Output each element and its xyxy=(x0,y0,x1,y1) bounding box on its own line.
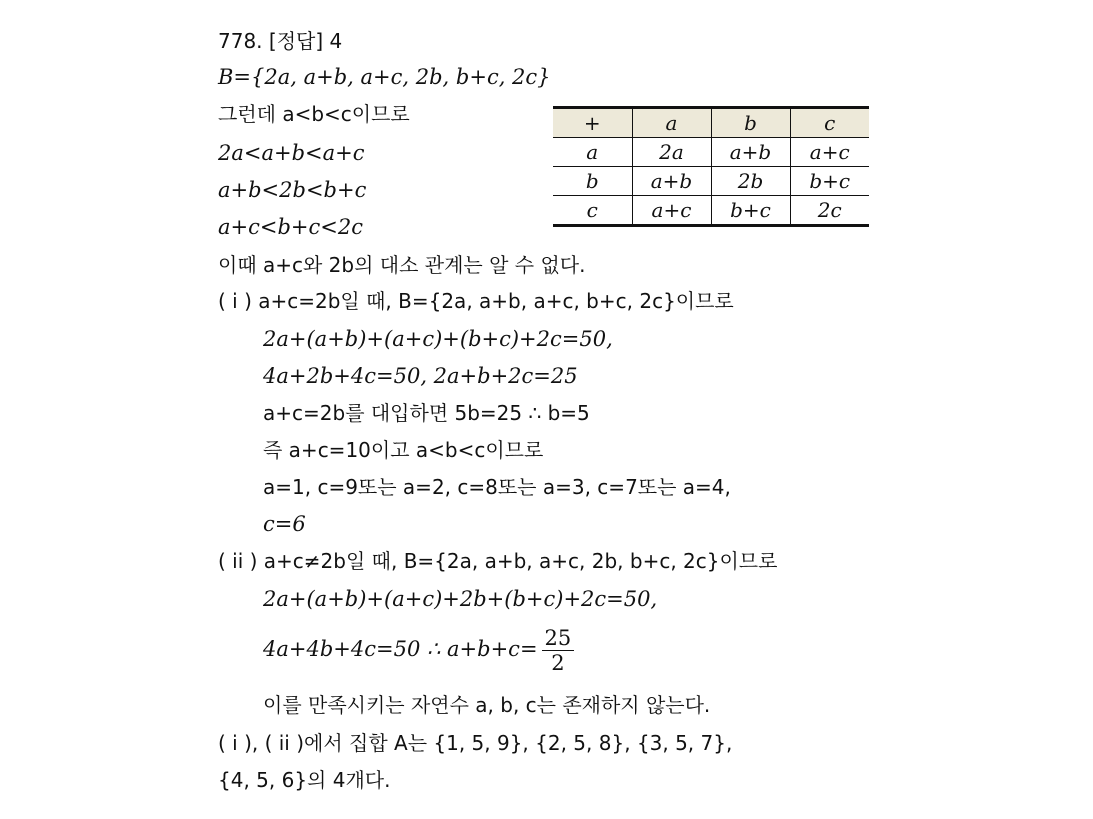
table-cell: 2b xyxy=(711,167,790,196)
table-cell: a+c xyxy=(790,138,869,167)
table-header-cell: a xyxy=(632,108,711,138)
answer-header: 778. [정답] 4 xyxy=(218,29,343,53)
table-header-cell: b xyxy=(711,108,790,138)
fraction-denominator: 2 xyxy=(551,651,565,675)
case2-line-2: 4a+4b+4c=50 ∴ a+b+c= $\frac{25}{2}$ xyxy=(263,626,574,675)
set-b-definition xyxy=(218,64,551,90)
table-header-cell: + xyxy=(553,108,632,138)
table-cell: b xyxy=(553,167,632,196)
table-cell: b+c xyxy=(711,196,790,226)
set-b-expression: B={2a, a+b, a+c, 2b, b+c, 2c} xyxy=(218,65,551,89)
inequality-1: 2a<a+b<a+c xyxy=(218,141,365,165)
table-header-cell: c xyxy=(790,108,869,138)
table-cell: a+b xyxy=(632,167,711,196)
conclusion-line-1: ( i ), ( ii )에서 집합 A는 {1, 5, 9}, {2, 5, 8}, {3, 5, 7}, xyxy=(218,731,733,755)
table-cell: c xyxy=(553,196,632,226)
table-cell: b+c xyxy=(790,167,869,196)
table-row xyxy=(553,167,869,196)
case2-title: ( ii ) a+c≠2b일 때, B={2a, a+b, a+c, 2b, b+c, 2c}이므로 xyxy=(218,549,778,573)
case1-line-5: a=1, c=9또는 a=2, c=8또는 a=3, c=7또는 a=4, xyxy=(263,475,731,499)
inequality-2: a+b<2b<b+c xyxy=(218,178,367,202)
table-row xyxy=(553,196,869,226)
table-cell: 2c xyxy=(790,196,869,226)
inequality-3: a+c<b+c<2c xyxy=(218,215,363,239)
case1-line-1: 2a+(a+b)+(a+c)+(b+c)+2c=50, xyxy=(263,327,613,351)
table-cell: a xyxy=(553,138,632,167)
table-cell: a+c xyxy=(632,196,711,226)
unknown-relation: 이때 a+c와 2b의 대소 관계는 알 수 없다. xyxy=(218,253,586,277)
case1-line-6: c=6 xyxy=(263,512,306,536)
intro-condition: 그런데 a<b<c이므로 xyxy=(218,102,410,126)
fraction-25-over-2 xyxy=(542,626,575,675)
table-cell: a+b xyxy=(711,138,790,167)
table-cell: 2a xyxy=(632,138,711,167)
sum-table xyxy=(553,106,869,227)
conclusion-line-2: {4, 5, 6}의 4개다. xyxy=(218,768,391,792)
fraction-numerator: 25 xyxy=(542,626,575,651)
case1-title: ( i ) a+c=2b일 때, B={2a, a+b, a+c, b+c, 2c}이므로 xyxy=(218,289,734,313)
case2-line-1: 2a+(a+b)+(a+c)+2b+(b+c)+2c=50, xyxy=(263,587,658,611)
case1-line-2: 4a+2b+4c=50, 2a+b+2c=25 xyxy=(263,364,578,388)
table-row xyxy=(553,138,869,167)
case2-line-3: 이를 만족시키는 자연수 a, b, c는 존재하지 않는다. xyxy=(263,693,711,717)
case1-line-3: a+c=2b를 대입하면 5b=25 ∴ b=5 xyxy=(263,401,590,425)
case1-line-4: 즉 a+c=10이고 a<b<c이므로 xyxy=(263,438,544,462)
table-header-row xyxy=(553,108,869,138)
